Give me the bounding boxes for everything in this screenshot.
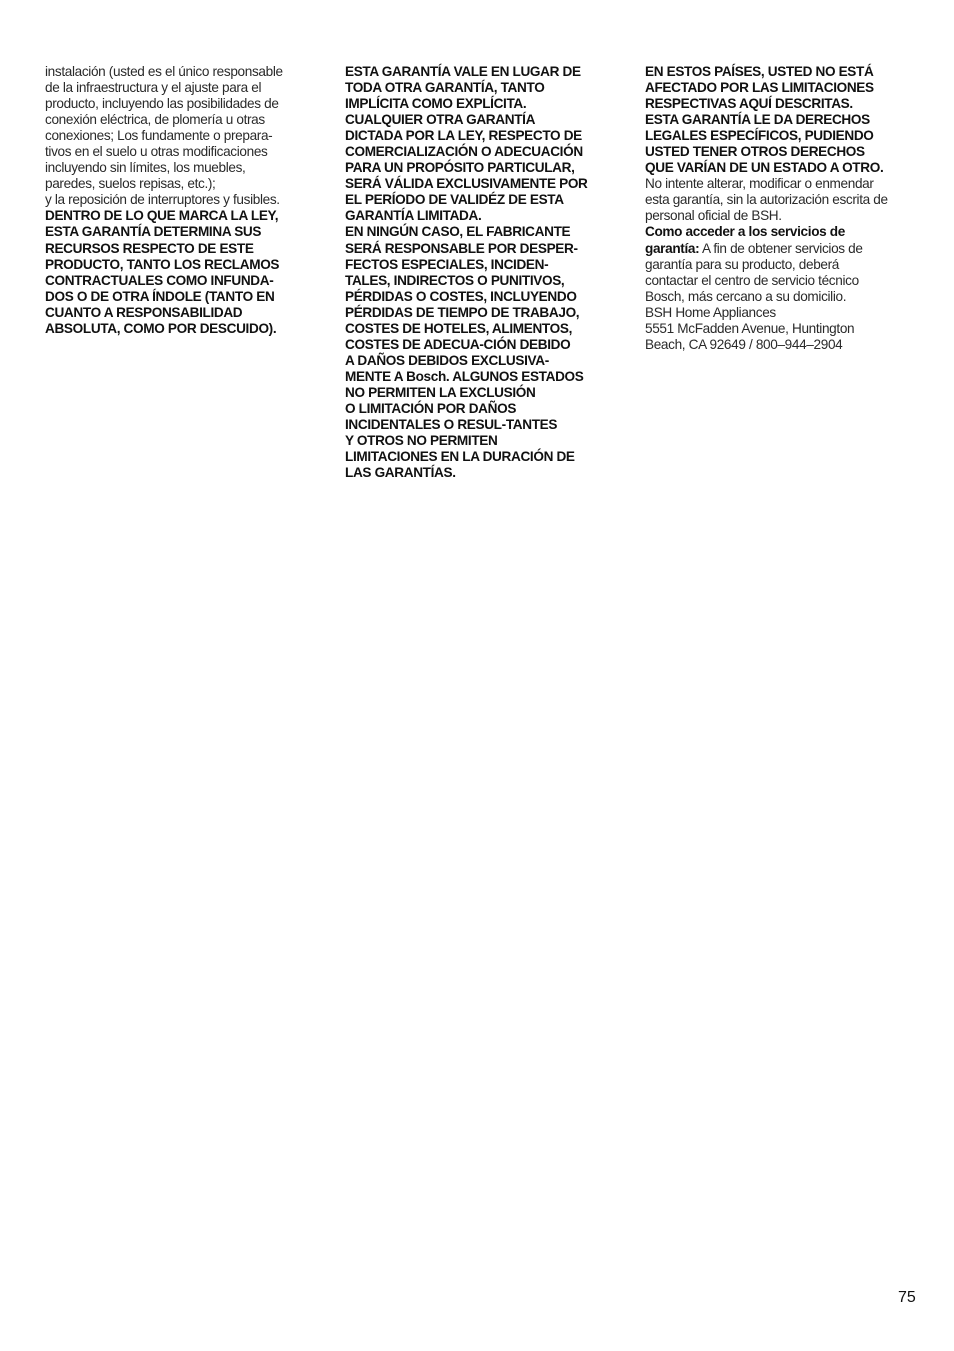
text-line: CONTRACTUALES COMO INFUNDA-	[45, 272, 274, 288]
service-text-start: A fin de obtener servicios de	[699, 240, 863, 256]
remedies-paragraph	[45, 208, 323, 336]
text-line: MENTE A Bosch. ALGUNOS ESTADOS	[345, 368, 584, 384]
text-line: A DAÑOS DEBIDOS EXCLUSIVA-	[345, 352, 549, 368]
text-line: producto, incluyendo las posibilidades de	[45, 96, 279, 112]
text-line: RESPECTIVAS AQUÍ DESCRITAS.	[645, 96, 853, 112]
text-line: FECTOS ESPECIALES, INCIDEN-	[345, 256, 549, 272]
text-line: EN NINGÚN CASO, EL FABRICANTE	[345, 224, 571, 240]
address-line: 5551 McFadden Avenue, Huntington	[645, 320, 855, 336]
exclusive-warranty-paragraph	[345, 64, 625, 224]
text-line: PARA UN PROPÓSITO PARTICULAR,	[345, 160, 575, 176]
text-line: CUALQUIER OTRA GARANTÍA	[345, 112, 536, 128]
text-line: EL PERÍODO DE VALIDÉZ DE ESTA	[345, 192, 564, 208]
text-line: instalación (usted es el único responsable	[45, 64, 283, 79]
text-line: ABSOLUTA, COMO POR DESCUIDO).	[45, 320, 277, 336]
text-line: No intente alterar, modificar o enmendar	[645, 176, 874, 192]
text-line: NO PERMITEN LA EXCLUSIÓN	[345, 384, 536, 400]
text-line: GARANTÍA LIMITADA.	[345, 208, 482, 224]
service-access-paragraph	[645, 224, 925, 352]
liability-limitation-paragraph	[345, 224, 625, 481]
text-line: COMERCIALIZACIÓN O ADECUACIÓN	[345, 144, 583, 160]
text-line: Y OTROS NO PERMITEN	[345, 433, 498, 449]
service-heading-end: garantía:	[645, 240, 700, 256]
text-line: SERÁ VÁLIDA EXCLUSIVAMENTE POR	[345, 176, 588, 192]
text-line: PÉRDIDAS DE TIEMPO DE TRABAJO,	[345, 304, 580, 320]
text-line: LAS GARANTÍAS.	[345, 465, 456, 481]
text-line: LEGALES ESPECÍFICOS, PUDIENDO	[645, 128, 874, 144]
text-line: conexión eléctrica, de plomería u otras	[45, 112, 265, 128]
right-column	[645, 64, 925, 353]
text-line: esta garantía, sin la autorización escrita de	[645, 192, 888, 208]
text-line	[645, 241, 925, 257]
middle-column	[345, 64, 625, 481]
text-line: USTED TENER OTROS DERECHOS	[645, 144, 865, 160]
text-line: contactar el centro de servicio técnico	[645, 272, 859, 288]
text-line: COSTES DE ADECUA-CIÓN DEBIDO	[345, 336, 571, 352]
text-line: personal oficial de BSH.	[645, 208, 782, 224]
text-line: CUANTO A RESPONSABILIDAD	[45, 304, 243, 320]
page-number: 75	[898, 1289, 916, 1306]
text-line: LIMITACIONES EN LA DURACIÓN DE	[345, 449, 575, 465]
text-line: DENTRO DE LO QUE MARCA LA LEY,	[45, 208, 279, 224]
left-column	[45, 64, 323, 337]
text-line: ESTA GARANTÍA VALE EN LUGAR DE	[345, 64, 581, 79]
text-line: INCIDENTALES O RESUL-TANTES	[345, 417, 558, 433]
text-line: de la infraestructura y el ajuste para el	[45, 80, 262, 96]
text-line: TODA OTRA GARANTÍA, TANTO	[345, 80, 545, 96]
text-line: COSTES DE HOTELES, ALIMENTOS,	[345, 320, 573, 336]
text-line: ESTA GARANTÍA LE DA DERECHOS	[645, 112, 870, 128]
text-line: garantía para su producto, deberá	[645, 256, 840, 272]
service-heading: Como acceder a los servicios de	[645, 224, 845, 240]
text-line: paredes, suelos repisas, etc.);	[45, 176, 216, 192]
no-alteration-paragraph	[645, 176, 925, 224]
legal-rights-paragraph	[645, 64, 925, 176]
text-line: AFECTADO POR LAS LIMITACIONES	[645, 80, 874, 96]
text-line: PÉRDIDAS O COSTES, INCLUYENDO	[345, 288, 577, 304]
text-line: conexiones; Los fundamente o prepara-	[45, 128, 273, 144]
text-line: QUE VARÍAN DE UN ESTADO A OTRO.	[645, 160, 884, 176]
text-line: tivos en el suelo u otras modificaciones	[45, 144, 268, 160]
text-line: TALES, INDIRECTOS O PUNITIVOS,	[345, 272, 565, 288]
installation-responsibility-paragraph	[45, 64, 323, 208]
text-line: incluyendo sin límites, los muebles,	[45, 160, 246, 176]
text-line: O LIMITACIÓN POR DAÑOS	[345, 400, 517, 416]
text-line: IMPLÍCITA COMO EXPLÍCITA.	[345, 96, 527, 112]
text-line: RECURSOS RESPECTO DE ESTE	[45, 240, 254, 256]
text-line: DICTADA POR LA LEY, RESPECTO DE	[345, 128, 582, 144]
text-line: y la reposición de interruptores y fusibles.	[45, 192, 280, 208]
text-line: DOS O DE OTRA ÍNDOLE (TANTO EN	[45, 288, 275, 304]
address-phone-line: Beach, CA 92649 / 800–944–2904	[645, 336, 843, 352]
company-name: BSH Home Appliances	[645, 304, 776, 320]
text-line: EN ESTOS PAÍSES, USTED NO ESTÁ	[645, 64, 874, 79]
text-line: ESTA GARANTÍA DETERMINA SUS	[45, 224, 262, 240]
text-line: SERÁ RESPONSABLE POR DESPER-	[345, 240, 578, 256]
text-line: PRODUCTO, TANTO LOS RECLAMOS	[45, 256, 280, 272]
text-line: Bosch, más cercano a su domicilio.	[645, 288, 847, 304]
